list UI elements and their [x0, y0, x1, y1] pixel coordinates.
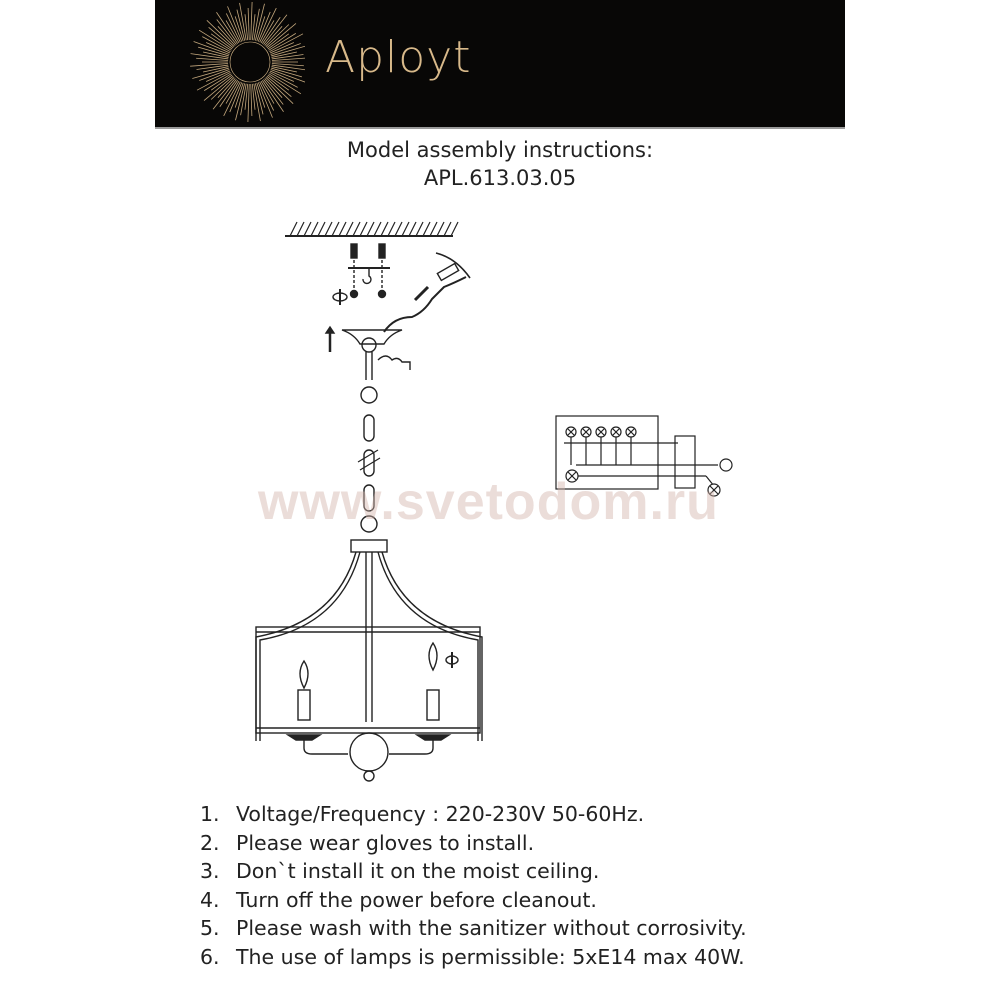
list-item: 2. Please wear gloves to install. [200, 829, 747, 858]
ceiling-hatch-icon [285, 222, 458, 236]
watermark: www.svetodom.ru [258, 473, 719, 531]
list-item: 4. Turn off the power before cleanout. [200, 886, 747, 915]
list-item: 6. The use of lamps is permissible: 5xE14 max 40W. [200, 943, 747, 972]
brand-name: Aployt [325, 32, 472, 83]
wire-connector-icon [384, 253, 470, 332]
rotate-icon [333, 289, 347, 305]
list-item: 1. Voltage/Frequency : 220-230V 50-60Hz. [200, 800, 747, 829]
note-text: Turn off the power before cleanout. [236, 887, 597, 912]
list-item: 5. Please wash with the sanitizer without corrosivity. [200, 914, 747, 943]
note-text: The use of lamps is permissible: 5xE14 max 40W. [236, 944, 745, 969]
note-text: Please wash with the sanitizer without corrosivity. [236, 916, 747, 940]
hook-icon [363, 268, 371, 283]
note-text: Please wear gloves to install. [236, 830, 535, 855]
candle-bulb-icon [288, 643, 458, 740]
arrow-up-icon [326, 327, 334, 352]
page-title: Model assembly instructions: [346, 138, 654, 162]
note-text: Don`t install it on the moist ceiling. [236, 859, 600, 883]
model-number: APL.613.03.05 [423, 166, 577, 190]
list-item: 3. Don`t install it on the moist ceiling. [200, 857, 747, 886]
note-text: Voltage/Frequency : 220-230V 50-60Hz. [236, 802, 645, 826]
instructions-list [200, 800, 747, 971]
